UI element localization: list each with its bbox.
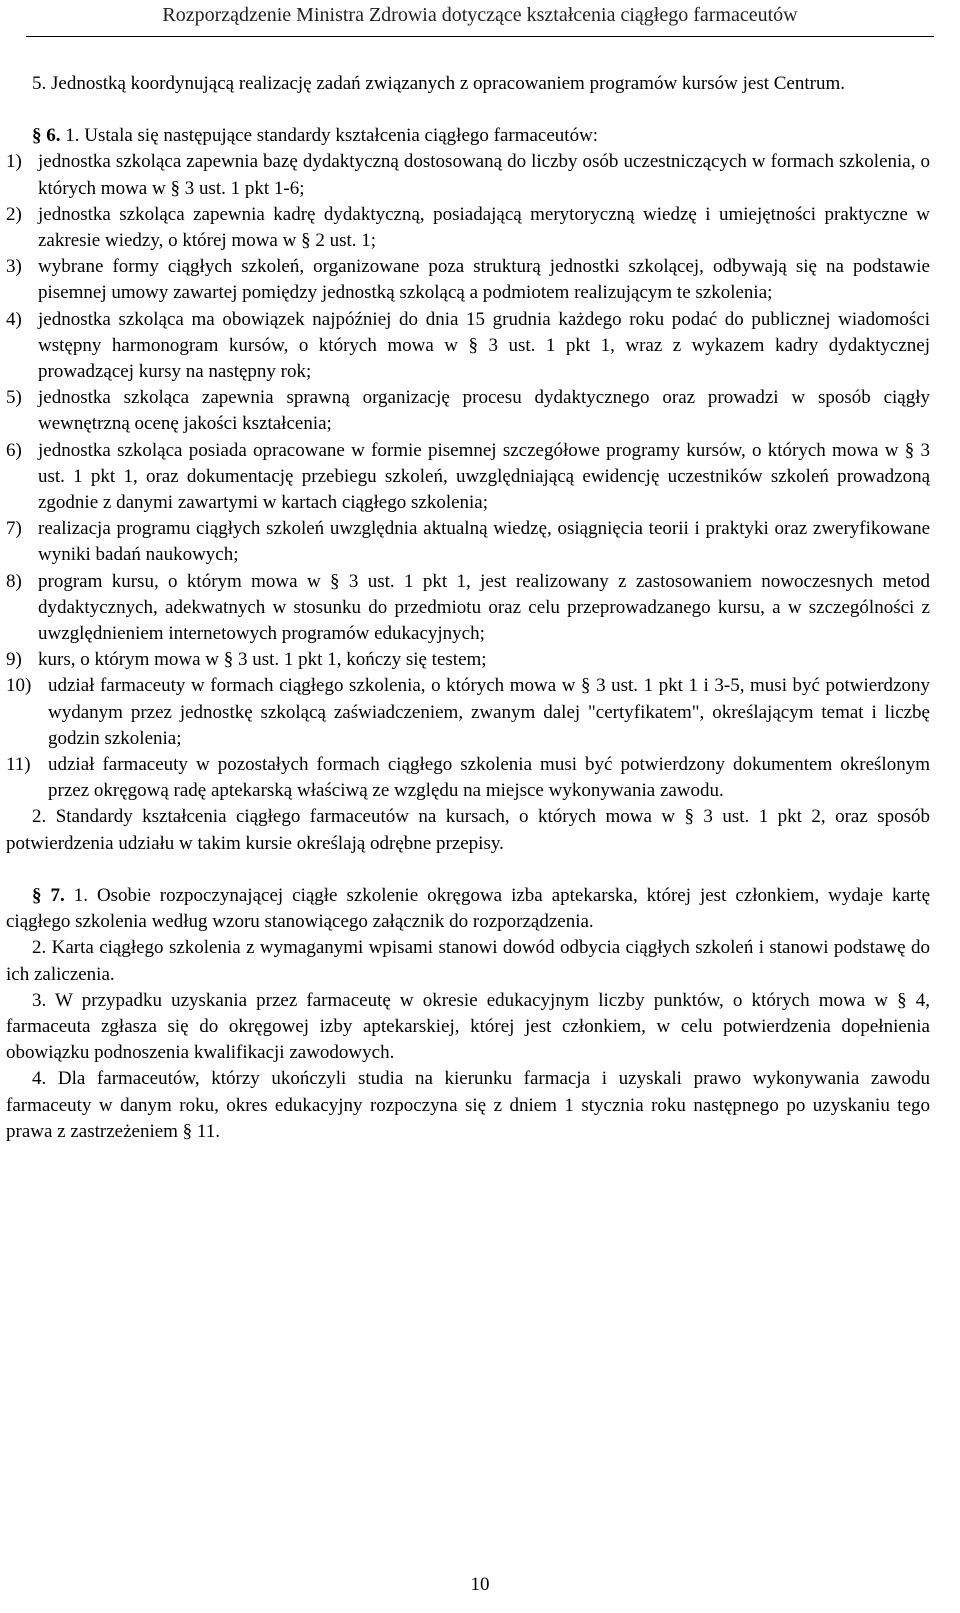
list-item-number: 2)	[6, 203, 22, 225]
list-item	[6, 202, 930, 254]
list-item	[6, 673, 930, 752]
list-item-text: jednostka szkoląca ma obowiązek najpóźniej do dnia 15 grudnia każdego roku podać do publicznej wiadomości wstępny harmonogram kursów, o których mowa w § 3 ust. 1 pkt 1, wraz z wykazem kadry dydaktycznej prowadzącej kursy na następny rok;	[38, 308, 930, 383]
list-item	[6, 752, 930, 804]
section-7-para-4: 4. Dla farmaceutów, którzy ukończyli studia na kierunku farmacja i uzyskali prawo wykonywania zawodu farmaceuty w danym roku, okres edukacyjny rozpoczyna się z dniem 1 stycznia roku następnego po uzyskaniu tego prawa z zastrzeżeniem § 11.	[6, 1068, 930, 1142]
section-6-mark: § 6.	[32, 125, 61, 147]
list-item-number: 3)	[6, 256, 22, 278]
list-item-number: 7)	[6, 518, 22, 540]
list-item-text: jednostka szkoląca zapewnia sprawną organizację procesu dydaktycznego oraz prowadzi w sposób ciągły wewnętrzną ocenę jakości kształcenia;	[38, 387, 930, 435]
paragraph-intro: 5. Jednostką koordynującą realizację zadań związanych z opracowaniem programów kursów jest Centrum.	[32, 73, 845, 94]
list-item-text: wybrane formy ciągłych szkoleń, organizowane poza strukturą jednostki szkolącej, odbywają się na podstawie pisemnej umowy zawartej pomiędzy jednostką szkolącą a podmiotem realizującym te szkolenia;	[38, 256, 930, 304]
section-6-lead	[6, 123, 930, 149]
list-item-text: program kursu, o którym mowa w § 3 ust. 1 pkt 1, jest realizowany z zastosowaniem nowoczesnych metod dydaktycznych, adekwatnych w stosunku do przedmiotu oraz celu przeprowadzanego kursu, a w szczególności z uwzględnieniem internetowych programów edukacyjnych;	[38, 570, 930, 645]
list-item-text: jednostka szkoląca zapewnia kadrę dydaktyczną, posiadającą merytoryczną wiedzę i umiejętności praktyczne w zakresie wiedzy, o której mowa w § 2 ust. 1;	[38, 203, 930, 252]
section-7-lead	[6, 883, 930, 935]
document-body	[6, 71, 930, 1145]
list-item-number: 5)	[6, 387, 22, 409]
list-item	[6, 149, 930, 201]
section-6-para-2: 2. Standardy kształcenia ciągłego farmaceutów na kursach, o których mowa w § 3 ust. 1 pkt 2, oraz sposób potwierdzenia udziału w takim kursie określają odrębne przepisy.	[6, 806, 930, 854]
list-item	[6, 516, 930, 568]
page-number: 10	[470, 1574, 490, 1595]
list-item-number: 9)	[6, 649, 22, 671]
list-item-number: 6)	[6, 439, 22, 461]
list-item	[6, 385, 930, 437]
paragraph-gap	[6, 857, 930, 883]
list-item-text: udział farmaceuty w formach ciągłego szkolenia, o których mowa w § 3 ust. 1 pkt 1 i 3-5, musi być potwierdzony wydanym przez jednostkę szkolącą zaświadczeniem, zwanym dalej "certyfikatem", określającym temat i liczbę godzin szkolenia;	[48, 675, 930, 749]
list-item-text: realizacja programu ciągłych szkoleń uwzględnia aktualną wiedzę, osiągnięcia teorii i praktyki oraz zweryfikowane wyniki badań naukowych;	[38, 518, 930, 566]
list-item	[6, 254, 930, 306]
section-7-lead-text: 1. Osobie rozpoczynającej ciągłe szkolenie okręgowa izba aptekarska, której jest członkiem, wydaje kartę ciągłego szkolenia według wzoru stanowiącego załącznik do rozporządzenia.	[6, 884, 930, 933]
list-item-number: 8)	[6, 570, 22, 592]
list-item-text: udział farmaceuty w pozostałych formach ciągłego szkolenia musi być potwierdzony dokumentem określonym przez okręgową radę aptekarską właściwą ze względu na miejsce wykonywania zawodu.	[48, 754, 930, 802]
list-item-number: 10)	[6, 675, 32, 697]
list-item	[6, 307, 930, 386]
list-item	[6, 647, 930, 673]
list-item-number: 11)	[6, 754, 31, 776]
list-item	[6, 569, 930, 648]
section-7-mark: § 7.	[32, 884, 65, 906]
list-item-number: 1)	[6, 151, 22, 173]
list-item-text: kurs, o którym mowa w § 3 ust. 1 pkt 1, kończy się testem;	[38, 649, 487, 671]
list-item-text: jednostka szkoląca zapewnia bazę dydaktyczną dostosowaną do liczby osób uczestniczących w formach szkolenia, o których mowa w § 3 ust. 1 pkt 1-6;	[38, 151, 930, 199]
section-6-lead-text: 1. Ustala się następujące standardy kształcenia ciągłego farmaceutów:	[60, 125, 599, 147]
list-item-number: 4)	[6, 308, 22, 330]
list-item-text: jednostka szkoląca posiada opracowane w formie pisemnej szczegółowe programy kursów, o których mowa w § 3 ust. 1 pkt 1, oraz dokumentację przebiegu szkoleń, uwzględniającą ewidencję uczestników szkoleń prowadzoną zgodnie z danymi zawartymi w kartach ciągłego szkolenia;	[38, 439, 930, 514]
paragraph-gap	[6, 97, 930, 123]
section-7-para-2: 2. Karta ciągłego szkolenia z wymaganymi wpisami stanowi dowód odbycia ciągłych szkoleń i stanowi podstawę do ich zaliczenia.	[6, 937, 930, 985]
section-7-para-3: 3. W przypadku uzyskania przez farmaceutę w okresie edukacyjnym liczby punktów, o których mowa w § 4, farmaceuta zgłasza się do okręgowej izby aptekarskiej, której jest członkiem, w celu potwierdzenia dopełnienia obowiązku podnoszenia kwalifikacji zawodowych.	[6, 989, 930, 1064]
list-item	[6, 438, 930, 517]
standards-list	[6, 149, 930, 804]
page-header-title: Rozporządzenie Ministra Zdrowia dotyczące kształcenia ciągłego farmaceutów	[162, 4, 798, 26]
header-divider	[26, 36, 934, 37]
